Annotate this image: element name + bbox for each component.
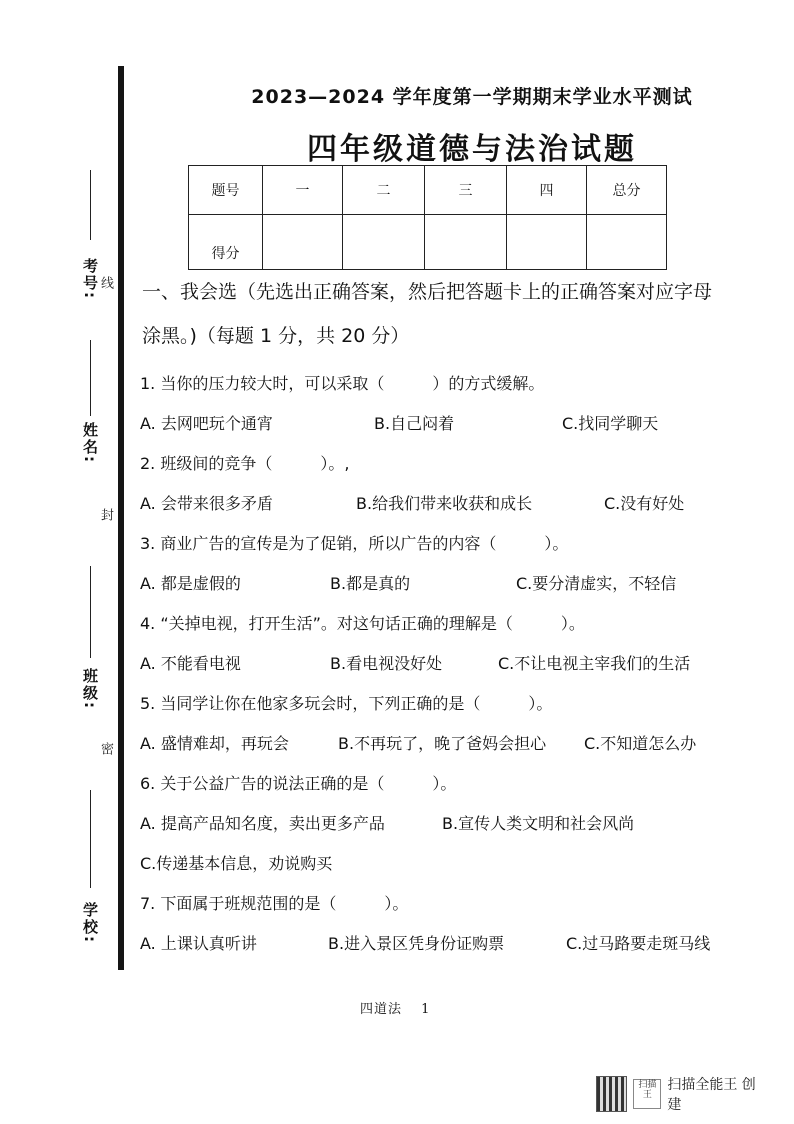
- question-options: [140, 644, 780, 684]
- option-b: B.给我们带来收获和成长: [356, 494, 533, 513]
- score-row-label: 得分: [189, 215, 263, 270]
- score-header-cell: 题号: [189, 166, 263, 215]
- score-header-cell: 总分: [587, 166, 667, 215]
- exam-no-line: [90, 170, 91, 240]
- page-footer: 四道法 1: [360, 1002, 431, 1017]
- scanner-text: 扫描全能王 创建: [667, 1077, 756, 1113]
- binding-bar: [118, 66, 124, 970]
- question-stem: 1. 当你的压力较大时，可以采取（ ）的方式缓解。: [140, 374, 545, 393]
- question-list: [140, 364, 780, 964]
- score-cell: [587, 215, 667, 270]
- question-options: [140, 564, 780, 604]
- exam-title: 四年级道德与法治试题: [307, 132, 637, 167]
- question-stem: 7. 下面属于班规范围的是（ ）。: [140, 894, 409, 913]
- score-table-score-row: [189, 215, 667, 270]
- question-stem: 2. 班级间的竞争（ ）。,: [140, 454, 350, 473]
- exam-subtitle: 2023—2024 学年度第一学期期末学业水平测试: [251, 86, 693, 108]
- option-a: A. 上课认真听讲: [140, 934, 257, 953]
- class-line: [90, 566, 91, 658]
- question-options: [140, 924, 780, 964]
- section-one-line2: 涂黑。)（每题 1 分，共 20 分）: [142, 325, 410, 347]
- score-table: [188, 165, 667, 270]
- exam-no-label: 考号:: [81, 258, 99, 300]
- option-a: A. 不能看电视: [140, 654, 241, 673]
- option-a: A. 提高产品知名度，卖出更多产品: [140, 814, 385, 833]
- option-c: C.要分清虚实，不轻信: [516, 574, 677, 593]
- option-b: B.都是真的: [330, 574, 411, 593]
- question-options: [140, 804, 780, 844]
- seal-mark-seal: 封: [98, 508, 113, 521]
- school-label: 学校:: [81, 902, 99, 944]
- question-options: [140, 404, 780, 444]
- option-b: B.宣传人类文明和社会风尚: [442, 814, 635, 833]
- option-b: B.不再玩了，晚了爸妈会担心: [338, 734, 547, 753]
- question-stem: 4. “关掉电视，打开生活”。对这句话正确的理解是（ ）。: [140, 614, 585, 633]
- question-options: [140, 484, 780, 524]
- option-c: C.不知道怎么办: [584, 734, 697, 753]
- option-a: A. 都是虚假的: [140, 574, 241, 593]
- score-table-header-row: [189, 166, 667, 215]
- option-b: B.进入景区凭身份证购票: [328, 934, 505, 953]
- option-c: C.没有好处: [604, 494, 685, 513]
- option-a: A. 盛情难却，再玩会: [140, 734, 289, 753]
- question-stem: 5. 当同学让你在他家多玩会时，下列正确的是（ ）。: [140, 694, 553, 713]
- scanner-watermark: [596, 1074, 756, 1114]
- question-stem: 3. 商业广告的宣传是为了促销，所以广告的内容（ ）。: [140, 534, 569, 553]
- option-a: A. 会带来很多矛盾: [140, 494, 273, 513]
- score-header-cell: 二: [343, 166, 425, 215]
- class-label: 班级:: [81, 668, 99, 710]
- score-cell: [507, 215, 587, 270]
- option-b: B.看电视没好处: [330, 654, 443, 673]
- qr-code-icon: [596, 1076, 627, 1112]
- question-options-extra: [140, 844, 780, 884]
- school-line: [90, 790, 91, 888]
- question-options: [140, 724, 780, 764]
- name-line: [90, 340, 91, 416]
- option-c: C.传递基本信息，劝说购买: [140, 854, 333, 873]
- section-one-line1: 一、我会选（先选出正确答案，然后把答题卡上的正确答案对应字母: [142, 281, 713, 303]
- scanner-logo-icon: 扫描王: [633, 1079, 661, 1109]
- option-c: C.过马路要走斑马线: [566, 934, 711, 953]
- score-header-cell: 四: [507, 166, 587, 215]
- question-stem: 6. 关于公益广告的说法正确的是（ ）。: [140, 774, 457, 793]
- score-header-cell: 一: [263, 166, 343, 215]
- score-cell: [343, 215, 425, 270]
- score-header-cell: 三: [425, 166, 507, 215]
- option-b: B.自己闷着: [374, 414, 455, 433]
- name-label: 姓名:: [81, 422, 99, 464]
- score-cell: [263, 215, 343, 270]
- option-c: C.找同学聊天: [562, 414, 659, 433]
- seal-mark-line: 线: [98, 276, 113, 289]
- score-cell: [425, 215, 507, 270]
- option-c: C.不让电视主宰我们的生活: [498, 654, 691, 673]
- option-a: A. 去网吧玩个通宵: [140, 414, 273, 433]
- section-one-heading: [142, 270, 782, 358]
- seal-mark-dense: 密: [98, 742, 113, 755]
